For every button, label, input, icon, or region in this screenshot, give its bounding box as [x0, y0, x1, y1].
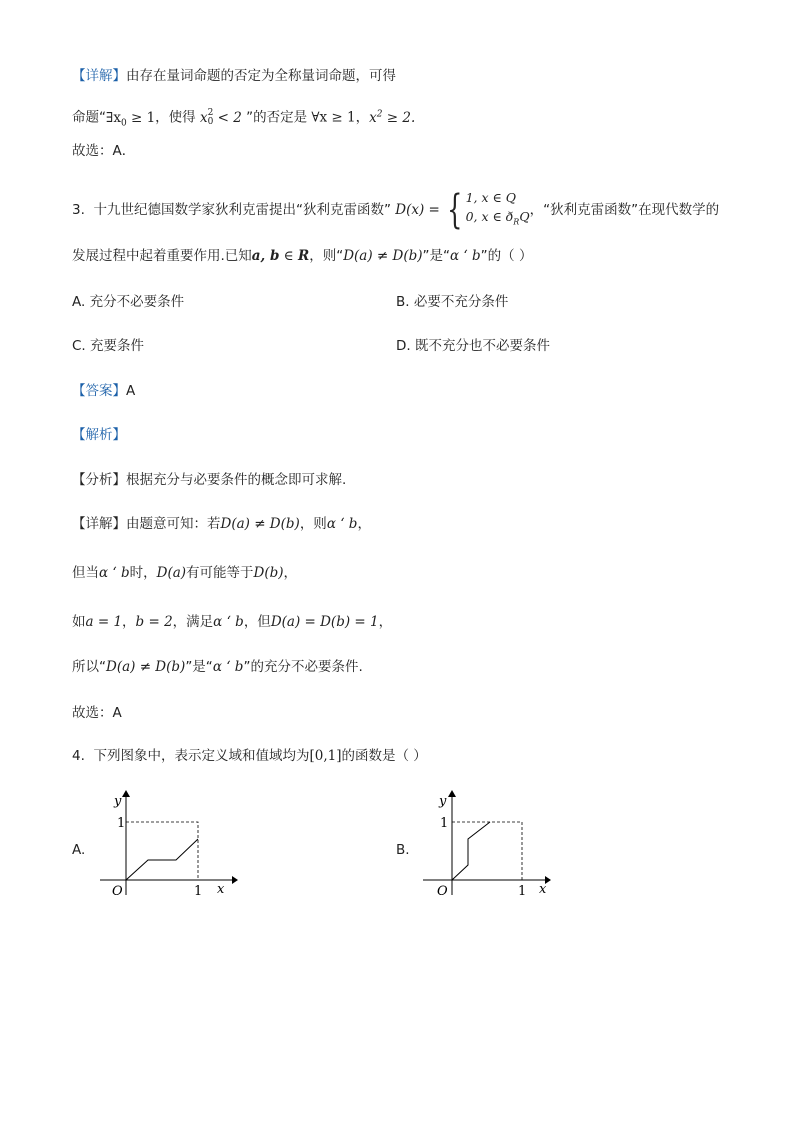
superscript: 2: [207, 108, 214, 118]
math-a1: a = 1: [85, 614, 123, 630]
detail-line-4: [72, 657, 363, 677]
dashed-bound: [452, 822, 522, 880]
math-R: R: [297, 248, 310, 264]
text: 十九世纪德国数学家狄利克雷提出“狄利克雷函数”: [93, 202, 391, 218]
text: 时，: [129, 565, 157, 581]
origin-label: O: [437, 884, 448, 899]
y-label: y: [114, 794, 122, 809]
text: 下列图象中，表示定义域和值域均为: [93, 748, 310, 764]
y-axis-arrow: [122, 790, 130, 797]
fenxi-bracket: 【分析】: [72, 472, 126, 488]
answer-line: [72, 381, 135, 401]
detail-bracket: 【详解】: [72, 516, 126, 532]
question-3-line-2: [72, 246, 532, 266]
math-x2: [369, 110, 415, 126]
detail-line-2: [72, 563, 297, 583]
text: ”的否定是: [241, 109, 312, 126]
math-ab: a, b: [251, 248, 280, 264]
math-condition: D(a) ≠ D(b): [106, 659, 186, 675]
text: 所以“: [72, 659, 106, 675]
math-condition: D(a) ≠ D(b): [220, 516, 300, 532]
text: ”的充分不必要条件.: [243, 659, 363, 675]
text: ，使得: [155, 109, 200, 126]
math-relation: α ‘ b: [99, 565, 130, 581]
analysis-bracket: 【解析】: [72, 427, 126, 443]
text: x: [369, 109, 377, 126]
negation-line: [72, 104, 415, 133]
math-da: D(a): [156, 565, 187, 581]
graph-a: [92, 785, 242, 900]
math-x0sq: [200, 110, 242, 126]
superscript: 2: [376, 109, 383, 119]
text: ”是“: [422, 248, 451, 264]
x-axis-arrow: [232, 876, 238, 884]
text: 故选：A．: [72, 143, 136, 159]
option-b: B. 必要不充分条件: [396, 294, 509, 310]
math-b2: b = 2: [135, 614, 173, 630]
fenxi-line: [72, 470, 346, 490]
detail-line-5: [72, 703, 122, 723]
math-function: D(x) =: [395, 202, 445, 218]
text: ，: [283, 565, 298, 581]
text: ∃x: [106, 109, 121, 126]
y-tick-1: 1: [440, 816, 449, 831]
x-tick-1: 1: [518, 884, 527, 899]
x-label: x: [217, 882, 225, 897]
text: ，: [357, 516, 371, 532]
question-4-line: [72, 746, 427, 766]
x-label: x: [539, 882, 547, 897]
option-d: D. 既不充分也不必要条件: [396, 338, 550, 354]
text: ，“狄利克雷函数”在现代数学的: [529, 202, 720, 218]
detail-line-1: [72, 514, 371, 534]
y-label: y: [439, 794, 447, 809]
text: ，则“: [309, 248, 344, 264]
detail-text: 由存在量词命题的否定为全称量词命题，可得: [126, 68, 396, 84]
choose-line: [72, 141, 135, 161]
x-tick-1: 1: [194, 884, 203, 899]
question-number: 4.: [72, 748, 85, 764]
math-relation: α ‘ b: [326, 516, 358, 532]
text: ，但: [243, 614, 271, 630]
graph-a-label: A.: [72, 842, 86, 858]
text: ，: [378, 614, 393, 630]
text: 由题意可知：若: [126, 516, 221, 532]
text: ，: [355, 109, 370, 126]
brace-symbol: {: [447, 187, 463, 233]
math-relation: α ‘ b: [450, 248, 481, 264]
text: 根据充分与必要条件的概念即可求解.: [126, 472, 347, 488]
text: x: [199, 109, 208, 126]
text: ≥ 1: [126, 109, 156, 126]
math-interval: [0,1]: [309, 748, 342, 764]
y-tick-1: 1: [117, 816, 126, 831]
math-relation: α ‘ b: [212, 659, 244, 675]
text: ，: [122, 614, 136, 630]
text: ，则: [299, 516, 327, 532]
subscript: 0: [207, 117, 214, 127]
origin-label: O: [112, 884, 123, 899]
y-axis-arrow: [448, 790, 456, 797]
graph-b: [415, 785, 565, 900]
detail-bracket: 【详解】: [72, 68, 126, 84]
text: ≥ 2.: [382, 109, 416, 126]
math-condition: D(a) ≠ D(b): [343, 248, 423, 264]
detail-line-3: [72, 612, 392, 632]
math-forall: ∀x ≥ 1: [311, 109, 356, 126]
text: 如: [72, 614, 86, 630]
text: < 2: [213, 109, 242, 126]
text: ，满足: [172, 614, 214, 630]
text: ”是“: [185, 659, 213, 675]
subscript: 0: [120, 118, 127, 129]
answer-bracket: 【答案】: [72, 383, 126, 399]
text: 的函数是（ ）: [341, 748, 427, 764]
option-c: C. 充要条件: [72, 338, 145, 354]
text: 命题“: [72, 109, 106, 126]
text: ”的（ ）: [480, 248, 533, 264]
math-db: D(b): [253, 565, 284, 581]
text: Q: [519, 209, 530, 225]
analysis-line: [72, 425, 126, 445]
text: 故选：A: [72, 705, 122, 721]
question-number: 3.: [72, 202, 85, 218]
text: 发展过程中起着重要作用.已知: [72, 248, 252, 264]
case-2: 0, x ∈ ð: [465, 209, 514, 225]
math-exists: [106, 109, 156, 129]
text: 有可能等于: [186, 565, 254, 581]
detail-intro-line: [72, 66, 396, 86]
math-cases: [466, 188, 530, 232]
math-equality: D(a) = D(b) = 1: [270, 614, 379, 630]
math-relation: α ‘ b: [213, 614, 244, 630]
option-a: A. 充分不必要条件: [72, 294, 185, 310]
answer-value: A: [126, 383, 136, 399]
subscript: R: [513, 217, 520, 227]
case-1: 1, x ∈ Q: [465, 190, 517, 206]
question-3-line-1: [72, 188, 719, 232]
function-curve: [452, 822, 490, 880]
graph-b-label: B.: [396, 842, 410, 858]
dashed-bound: [126, 822, 198, 880]
function-curve: [126, 839, 198, 880]
text: ∈: [279, 248, 298, 264]
text: 但当: [72, 565, 99, 581]
